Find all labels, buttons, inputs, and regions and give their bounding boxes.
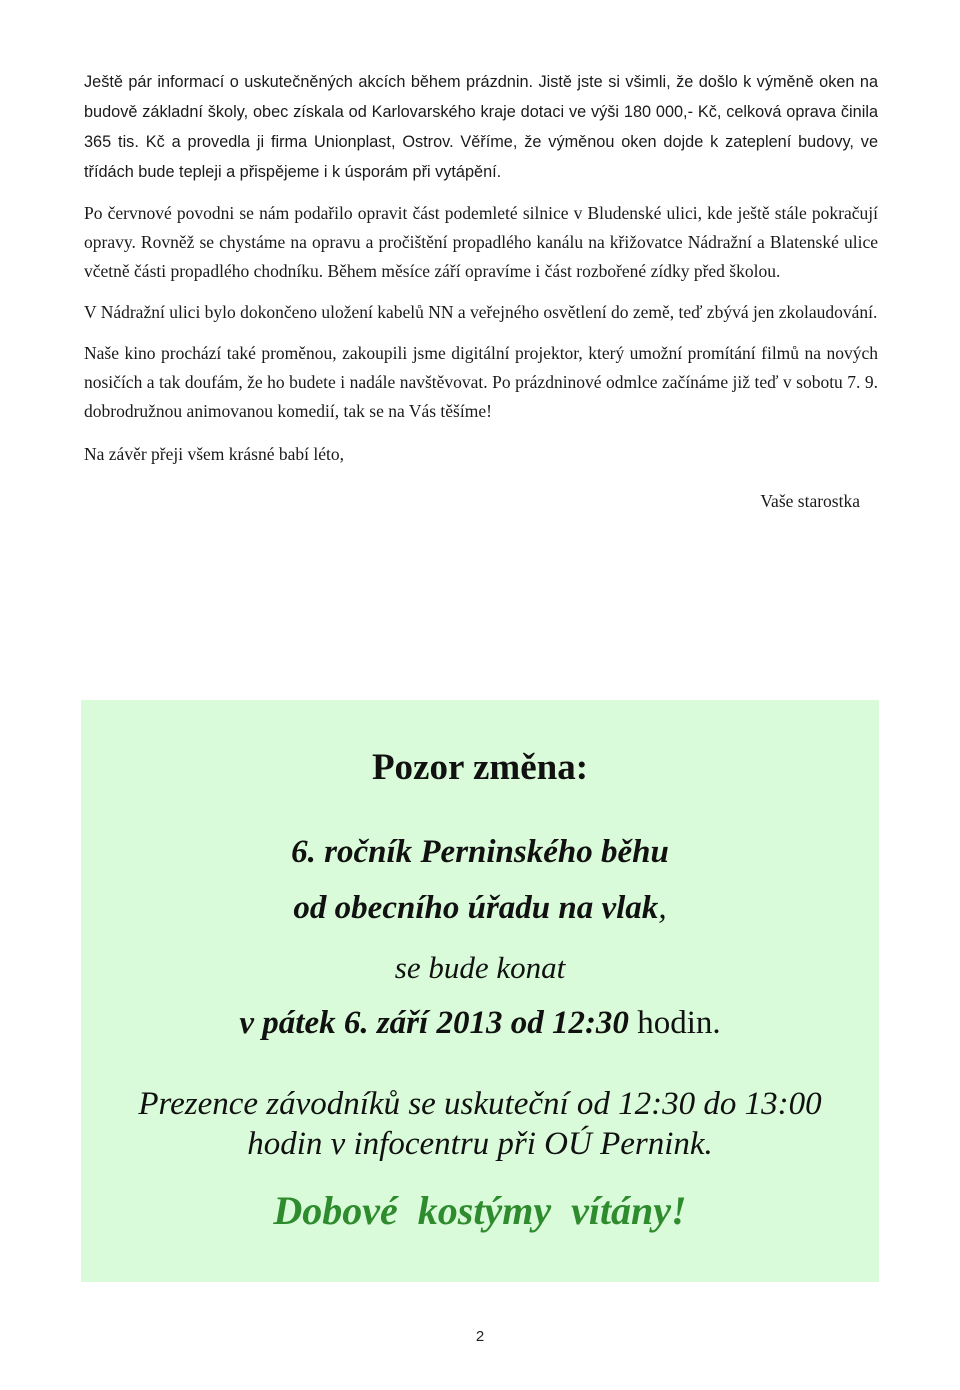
closing-line: Na závěr přeji všem krásné babí léto, [84, 444, 344, 464]
notice-costumes: Dobové kostýmy vítány! [273, 1188, 687, 1233]
article-body [84, 67, 878, 516]
notice-route [81, 890, 879, 927]
signature: Vaše starostka [760, 491, 860, 511]
notice-will-be-held: se bude konat [394, 950, 566, 985]
paragraph-windows [84, 67, 878, 187]
paragraph-street-cables: V Nádražní ulici bylo dokončeno uložení kabelů NN a veřejného osvětlení do země, teď zbývá jen zkolaudování. [84, 302, 878, 322]
notice-race-title: 6. ročník Perninského běhu [291, 834, 669, 870]
paragraph-flood-repairs: Po červnové povodni se nám podařilo opravit část podemleté silnice v Bludenské ulici, kde ještě stále pokračují opravy. Rovněž se chystáme na opravu a pročištění propadlého kanálu na křižovatce Nádražní a Blatenské ulice včetně části propadlého chodníku. Během měsíce září opravíme i část rozbořené zídky před školou. [84, 203, 878, 281]
notice-route-text: od obecního úřadu na vlak [293, 890, 659, 926]
notice-route-comma: , [658, 890, 667, 926]
notice-registration-line1: Prezence závodníků se uskuteční od 12:30 do 13:00 [138, 1086, 822, 1122]
paragraph-windows-text: Ještě pár informací o uskutečněných akcích během prázdnin. Jistě jste si všimli, že došlo k výměně oken na budově základní školy, obec získala od Karlovarského kraje dotaci ve výši 180 000,- Kč, celková oprava činila 365 tis. Kč a provedla ji firma Unionplast, Ostrov. [84, 73, 878, 151]
notice-heading: Pozor změna: [371, 747, 589, 788]
notice-date [81, 1005, 879, 1042]
notice-date-suffix: hodin. [628, 1005, 721, 1041]
race-notice-box [81, 700, 879, 1282]
page-number: 2 [475, 1328, 485, 1345]
paragraph-windows-followup: Věříme, že výměnou oken dojde k zateplení budovy, ve třídách bude tepleji a přispějeme i k úsporám při vytápění. [84, 133, 879, 181]
notice-registration-line2: hodin v infocentru při OÚ Pernink. [247, 1126, 713, 1162]
notice-date-text: v pátek 6. září 2013 od 12:30 [239, 1005, 629, 1041]
paragraph-cinema: Naše kino prochází také proměnou, zakoupili jsme digitální projektor, který umožní promítání filmů na nových nosičích a tak doufám, že ho budete i nadále navštěvovat. Po prázdninové odmlce začínáme již teď v sobotu 7. 9. dobrodružnou animovanou komedií, tak se na Vás těšíme! [84, 343, 878, 421]
